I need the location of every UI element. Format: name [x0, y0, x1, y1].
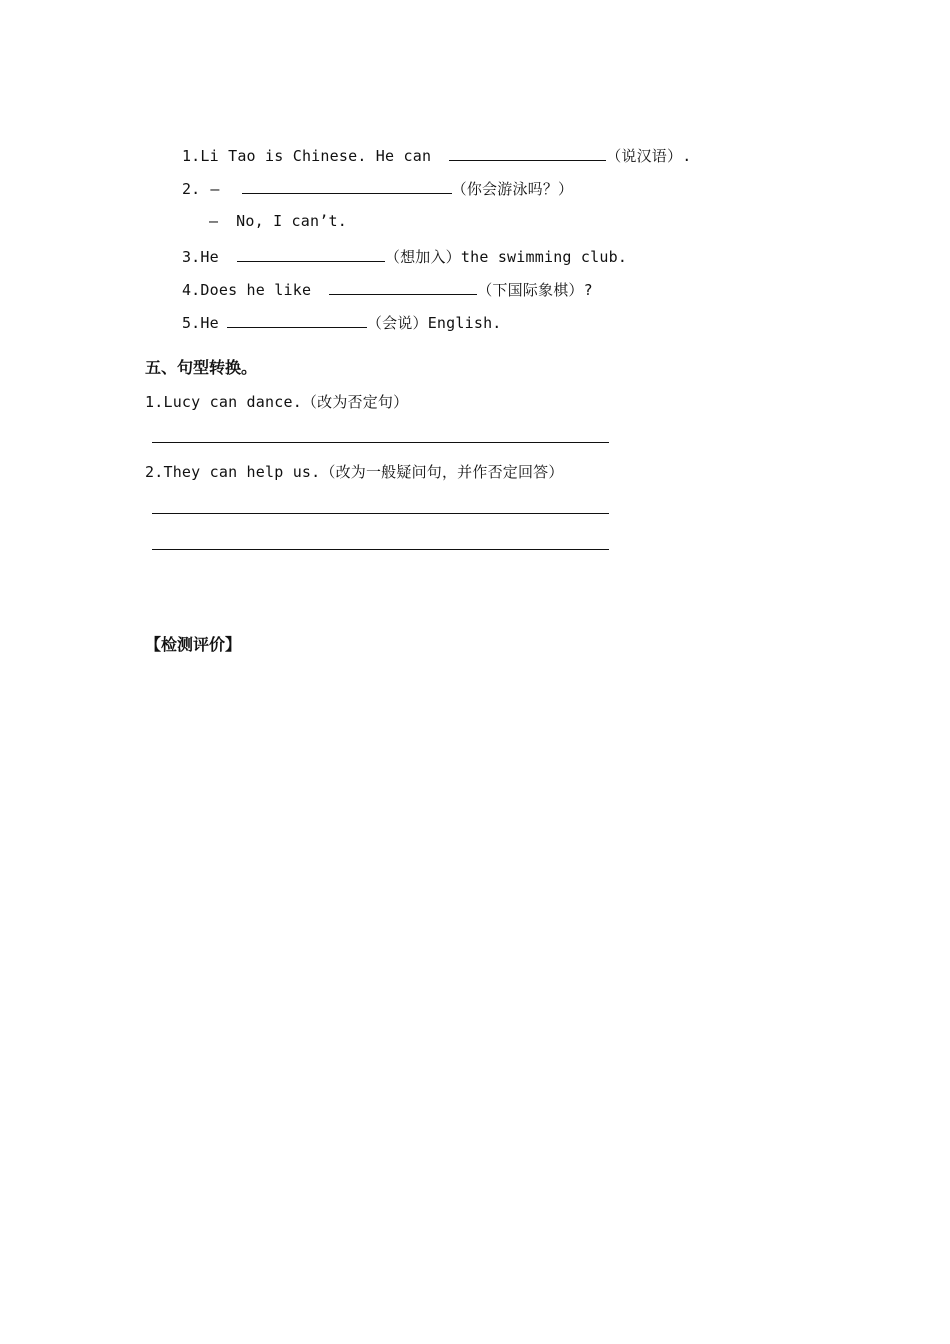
item-prefix: He — [200, 314, 219, 332]
item-hint: （说汉语）. — [606, 147, 692, 165]
section-heading: 五、句型转换。 — [145, 358, 258, 377]
answer-line[interactable] — [152, 513, 609, 514]
dialogue-dash: — — [210, 180, 220, 198]
item-hint: （你会游泳吗？） — [451, 180, 574, 198]
answer-blank[interactable] — [227, 311, 367, 328]
answer-line[interactable] — [152, 442, 609, 443]
item-hint: （会说） — [366, 314, 428, 332]
answer-line[interactable] — [152, 549, 609, 550]
item-hint: （下国际象棋） — [477, 281, 584, 299]
transform-item-1: 1.Lucy can dance.（改为否定句） — [145, 393, 409, 411]
item-suffix: English. — [427, 314, 502, 332]
item-number: 4. — [181, 281, 201, 299]
evaluation-heading: 【检测评价】 — [145, 635, 242, 654]
item-prefix: Does he like — [200, 281, 312, 299]
reply-text: No, I can’t. — [236, 212, 347, 230]
item-suffix: the swimming club. — [460, 248, 628, 266]
item-number: 1. — [181, 147, 201, 165]
item-suffix: ? — [583, 281, 593, 299]
item-number: 2. — [181, 180, 201, 198]
transform-item-2: 2.They can help us.（改为一般疑问句，并作否定回答） — [145, 463, 564, 481]
item-number: 3. — [181, 248, 201, 266]
fill-in-item-5 — [145, 291, 502, 353]
item-prefix: He — [200, 248, 219, 266]
item-number: 5. — [181, 314, 201, 332]
item-hint: （想加入） — [384, 248, 461, 266]
item-prefix: Li Tao is Chinese. He can — [200, 147, 432, 165]
dialogue-dash: — — [208, 212, 219, 230]
